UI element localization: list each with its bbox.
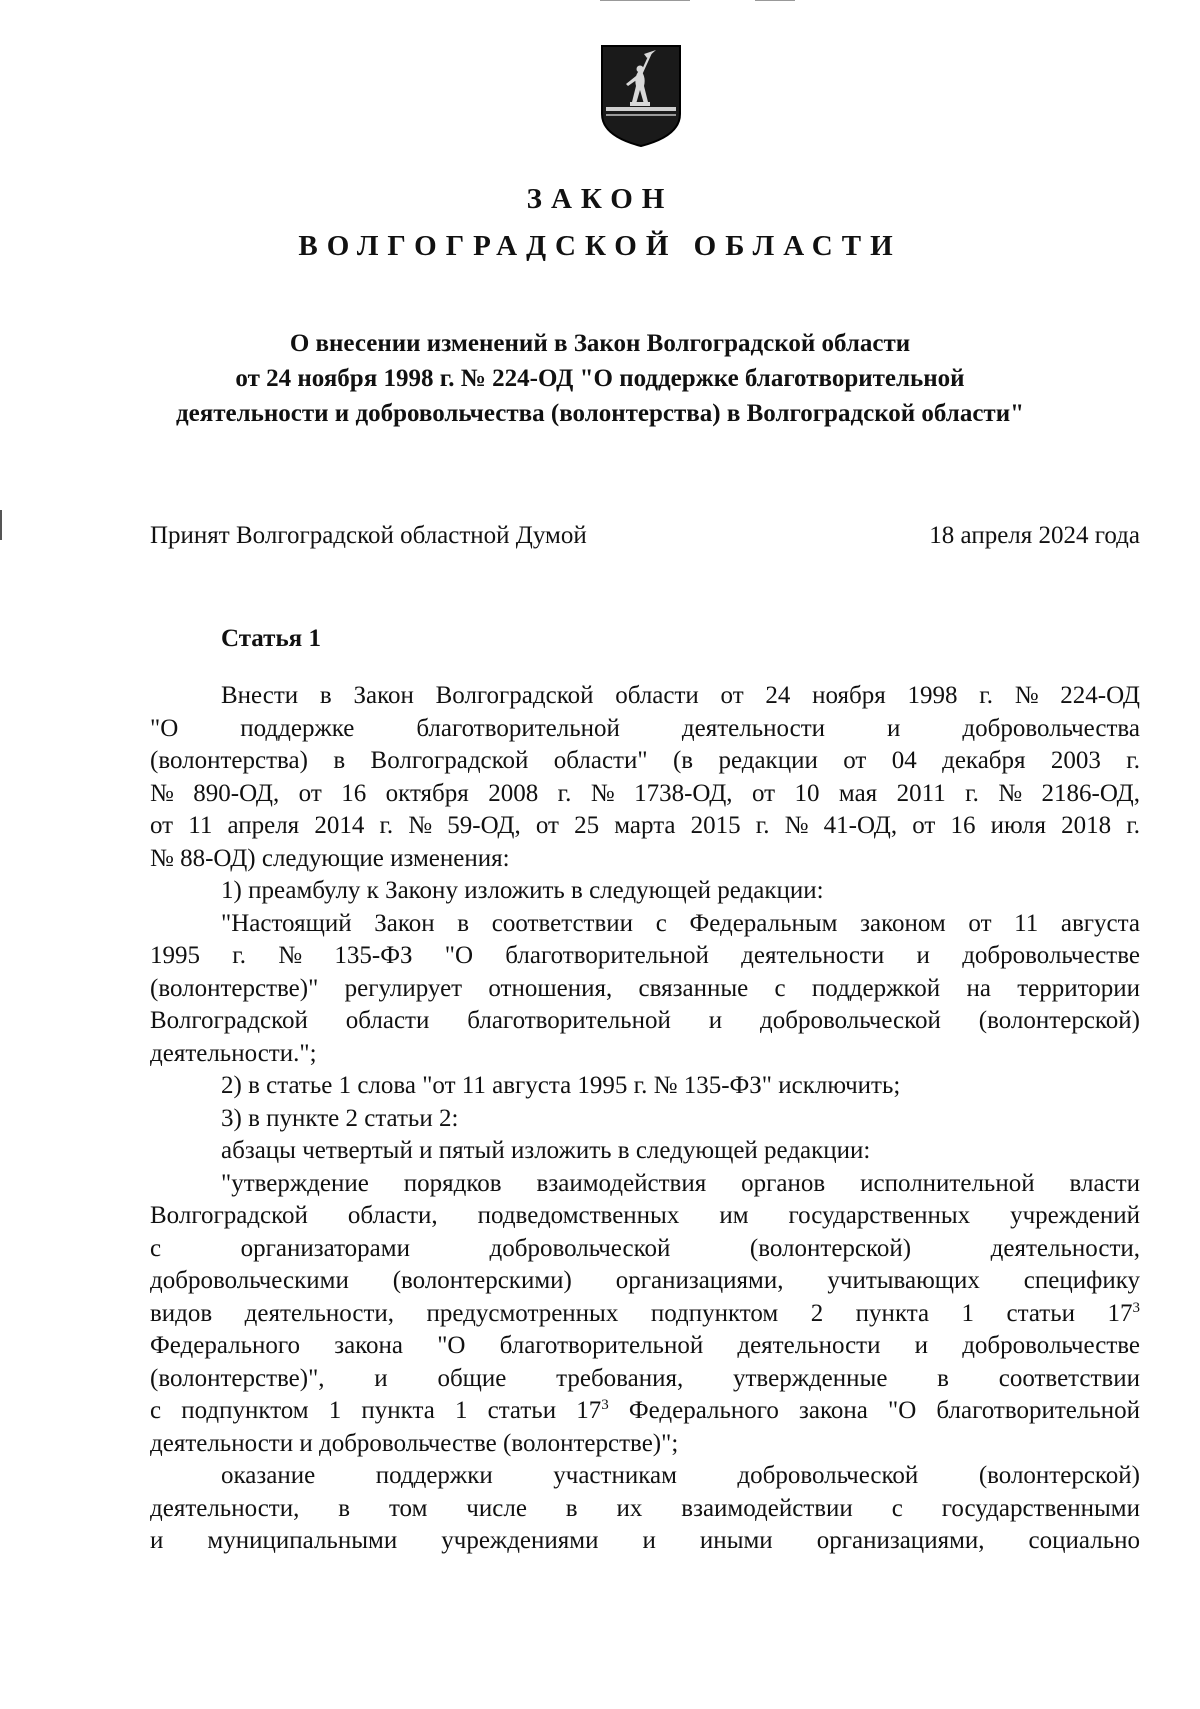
text-line: абзацы четвертый и пятый изложить в следующей редакции: (221, 1137, 871, 1164)
text-line: "утверждение порядков взаимодействия органов исполнительной власти (221, 1169, 1140, 1197)
scan-top-mark (600, 0, 690, 1)
text-line: деятельности."; (150, 1039, 317, 1067)
document-type-title: ЗАКОН (526, 183, 674, 215)
text-line: и муниципальными учреждениями и иными организациями, социально (150, 1527, 1140, 1554)
text-line: (волонтерстве)" регулирует отношения, связанные с поддержкой на территории (150, 974, 1140, 1002)
article-heading: Статья 1 (221, 625, 321, 652)
text-line: (волонтерства) в Волгоградской области" (в редакции от 04 декабря 2003 г. (150, 747, 1140, 774)
volgograd-oblast-coat-of-arms-icon (600, 44, 682, 148)
text-line: 2) в статье 1 слова "от 11 августа 1995 г. № 135-ФЗ" исключить; (221, 1072, 901, 1099)
subject-line: О внесении изменений в Закон Волгоградской области (289, 330, 911, 357)
text-line: 1995 г. № 135-ФЗ "О благотворительной деятельности и добровольчестве (150, 942, 1140, 969)
adoption-row (150, 522, 1140, 550)
text-line: Федерального закона "О благотворительной деятельности и добровольчестве (150, 1332, 1140, 1359)
text-line: 3) в пункте 2 статьи 2: (221, 1104, 459, 1132)
region-title: ВОЛГОГРАДСКОЙ ОБЛАСТИ (298, 230, 902, 262)
scan-edge-mark (0, 510, 2, 540)
text-line: с организаторами добровольческой (волонтерской) деятельности, (150, 1234, 1140, 1262)
text-line: видов деятельности, предусмотренных подпунктом 2 пункта 1 статьи $17^3$ (150, 1299, 1140, 1327)
subject-line: деятельности и добровольчества (волонтерства) в Волгоградской области" (175, 400, 1024, 427)
text-line: деятельности, в том числе в их взаимодействии с государственными (150, 1494, 1140, 1522)
scan-top-mark (755, 0, 795, 1)
text-line: 1) преамбулу к Закону изложить в следующей редакции: (221, 877, 824, 904)
text-line: оказание поддержки участникам добровольческой (волонтерской) (221, 1462, 1140, 1489)
article-body (150, 680, 1140, 1558)
text-line: от 11 апреля 2014 г. № 59-ОД, от 25 марта 2015 г. № 41-ОД, от 16 июля 2018 г. (150, 812, 1140, 839)
text-line: "Настоящий Закон в соответствии с Федеральным законом от 11 августа (221, 909, 1140, 937)
law-subject-title (140, 326, 1060, 431)
text-line: Волгоградской области благотворительной и добровольческой (волонтерской) (150, 1007, 1140, 1034)
text-line: "О поддержке благотворительной деятельности и добровольчества (150, 714, 1140, 742)
text-line: с подпунктом 1 пункта 1 статьи $17^3$ Федерального закона "О благотворительной (150, 1397, 1140, 1424)
text-line: добровольческими (волонтерскими) организациями, учитывающих специфику (150, 1267, 1140, 1294)
text-line: № 890-ОД, от 16 октября 2008 г. № 1738-ОД, от 10 мая 2011 г. № 2186-ОД, (150, 779, 1140, 807)
subject-line: от 24 ноября 1998 г. № 224-ОД "О поддержке благотворительной (235, 365, 965, 392)
adopting-body: Принят Волгоградской областной Думой (150, 522, 587, 549)
text-line: Внести в Закон Волгоградской области от 24 ноября 1998 г. № 224-ОД (221, 682, 1140, 709)
text-line: (волонтерстве)", и общие требования, утвержденные в соответствии (150, 1364, 1140, 1392)
adoption-date: 18 апреля 2024 года (929, 522, 1140, 549)
text-line: деятельности и добровольчестве (волонтерстве)"; (150, 1429, 679, 1457)
text-line: № 88-ОД) следующие изменения: (150, 844, 510, 872)
text-line: Волгоградской области, подведомственных им государственных учреждений (150, 1202, 1140, 1229)
